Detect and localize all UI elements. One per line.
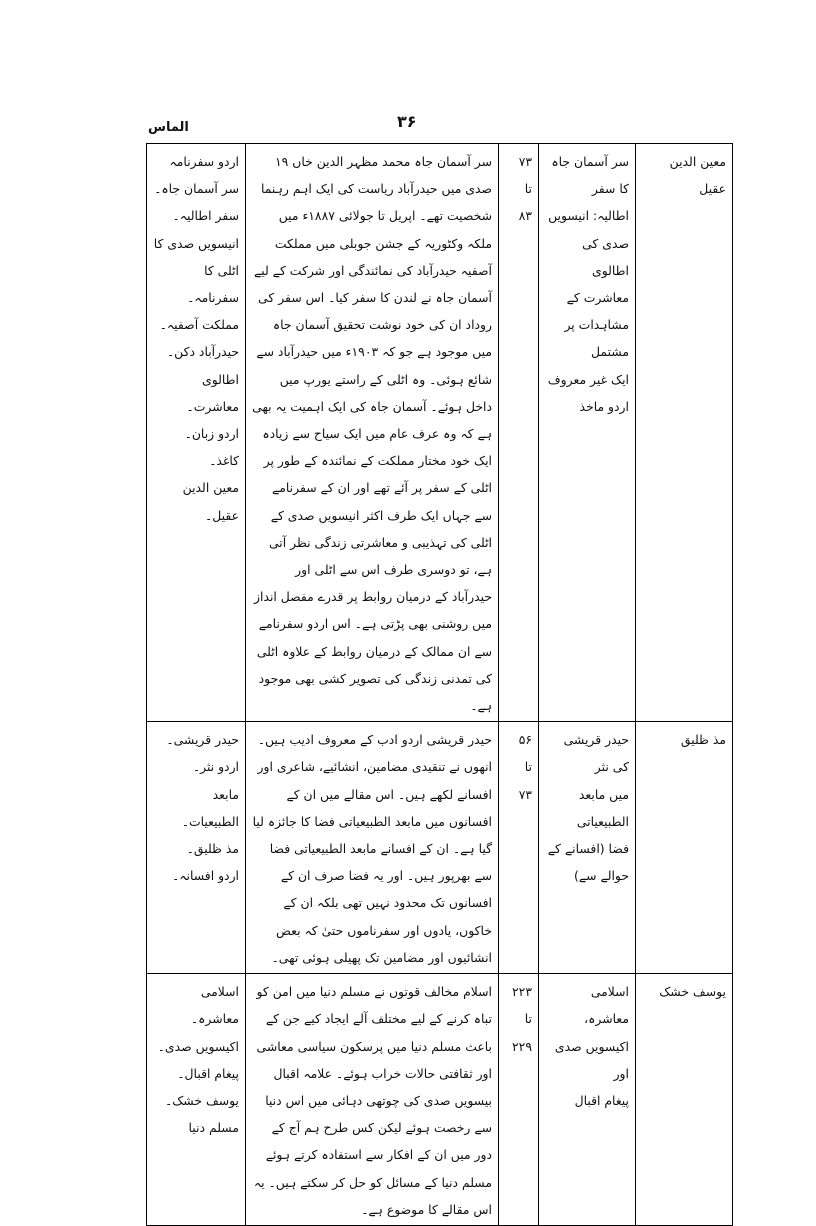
page-number: ۳۶: [397, 112, 417, 131]
title-line: اردو ماخذ: [579, 398, 629, 414]
keyword: اسلامی معاشرہ۔: [190, 984, 239, 1027]
keyword: یوسف خشک۔: [164, 1092, 239, 1108]
title-line: پیغام اقبال: [574, 1092, 629, 1108]
title-line: حوالے سے): [574, 868, 629, 884]
keyword: اردو زبان۔ کاغذ۔: [184, 426, 239, 469]
pages-cell: [499, 722, 539, 974]
keyword: اردو سفرنامہ: [169, 154, 239, 169]
keyword: اکیسویں صدی۔: [157, 1038, 239, 1054]
author-cell: معین الدین عقیل: [636, 144, 733, 722]
keywords-cell: [147, 974, 246, 1226]
keyword: سفر اطالیہ۔: [172, 208, 239, 224]
title-line: اطالیہ: انیسویں: [548, 208, 629, 224]
title-line: حیدر قریشی کی نثر: [563, 732, 629, 775]
author-cell: مذ ظلیق: [636, 722, 733, 974]
page-start: ۵۶: [518, 732, 532, 748]
title-line: صدی کی اطالوی: [582, 235, 629, 278]
keyword: مسلم دنیا: [188, 1120, 239, 1136]
keyword: اٹلی کا سفرنامہ۔: [187, 262, 239, 306]
title-line: اسلامی معاشرہ،: [584, 984, 629, 1027]
page-end: ۷۳: [518, 786, 532, 802]
title-line: معاشرت کے: [566, 290, 629, 306]
title-cell: [539, 722, 636, 974]
page-end: ۸۳: [518, 208, 532, 224]
keyword: عقیل۔: [204, 507, 239, 523]
page-to: تا: [524, 759, 532, 775]
keyword: اطالوی معاشرت۔: [186, 371, 239, 414]
summary-cell: سر آسمان جاہ محمد مظہر الدین خاں ۱۹ صدی میں حیدرآباد ریاست کی ایک اہم رہنما شخصیت تھے۔ اپریل تا جولائی ۱۸۸۷ء میں ملکہ وکٹوریہ کے جشن جوبلی میں مملکت آصفیہ حیدرآباد کی نمائندگی اور شرکت کے لیے آسمان جاہ نے لندن کا سفر کیا۔ اس سفر کی روداد ان کی خود نوشت تحقیق آسمان جاہ میں موجود ہے جو کہ ۱۹۰۳ء میں حیدرآباد سے شائع ہوئی۔ وہ اٹلی کے راستے یورپ میں داخل ہوئے۔ آسمان جاہ کی ایک اہمیت یہ بھی ہے کہ وہ عرف عام میں ایک سیاح سے زیادہ ایک خود مختار مملکت کے نمائندہ کے طور پر اٹلی کے سفر پر آئے تھے اور ان کے سفرنامے سے جہاں ایک طرف اکثر انیسویں صدی کے اٹلی کی تہذیبی و معاشرتی زندگی نظر آتی ہے، تو دوسری طرف اس سے اٹلی اور حیدرآباد کے درمیان روابط پر قدرے مفصل انداز میں روشنی بھی پڑتی ہے۔ اس اردو سفرنامے سے ان ممالک کے درمیان روابط کے علاوہ اٹلی کی تمدنی زندگی کی تصویر کشی بھی موجود ہے۔: [246, 144, 499, 722]
pages-cell: [499, 974, 539, 1226]
title-cell: [539, 974, 636, 1226]
title-line: سر آسمان جاہ کا سفر: [551, 154, 629, 197]
index-table: [146, 143, 733, 1226]
title-line: میں مابعد الطبیعیاتی: [576, 786, 629, 829]
pages-cell: [499, 144, 539, 722]
keyword: حیدرآباد دکن۔: [166, 344, 239, 360]
author-cell: یوسف خشک: [636, 974, 733, 1226]
page-to: تا: [524, 181, 532, 197]
keywords-cell: [147, 144, 246, 722]
keyword: مملکت آصفیہ۔: [159, 317, 239, 333]
keyword: انیسویں صدی کا: [153, 235, 239, 251]
keyword: اردو افسانہ۔: [171, 868, 239, 884]
summary-cell: حیدر قریشی اردو ادب کے معروف ادیب ہیں۔ انھوں نے تنقیدی مضامین، انشائیے، شاعری اور افسانے لکھے ہیں۔ اس مقالے میں ان کے افسانوں میں مابعد الطبیعیاتی فضا کا جائزہ لیا گیا ہے۔ ان کے افسانے مابعد الطبیعیاتی فضا سے بھرپور ہیں۔ اور یہ فضا صرف ان کے افسانوں تک محدود نہیں تھی بلکہ ان کے خاکوں، یادوں اور سفرناموں حتیٰ کہ بعض انشائیوں اور مضامین تک پھیلی ہوئی تھی۔: [246, 722, 499, 974]
journal-name: الماس: [148, 120, 189, 135]
keyword: اردو نثر۔: [192, 759, 239, 775]
keyword: مابعد الطبیعیات۔: [181, 786, 239, 829]
keyword: پیغام اقبال۔: [177, 1065, 239, 1081]
title-line: مشاہدات پر مشتمل: [564, 317, 629, 360]
keyword: معین الدین: [182, 480, 239, 496]
keyword: حیدر قریشی۔: [166, 732, 239, 748]
page-start: ۲۲۳: [512, 984, 532, 1000]
page-to: تا: [524, 1011, 532, 1027]
title-line: اکیسویں صدی اور: [554, 1038, 629, 1081]
page-end: ۲۲۹: [512, 1038, 532, 1054]
title-line: فضا (افسانے کے: [547, 841, 629, 857]
keyword: سر آسمان جاہ۔: [154, 181, 239, 197]
keywords-cell: [147, 722, 246, 974]
page-start: ۷۳: [518, 154, 532, 169]
title-line: ایک غیر معروف: [547, 371, 629, 387]
table-row: [147, 144, 733, 722]
table-row: [147, 722, 733, 974]
title-cell: [539, 144, 636, 722]
summary-cell: اسلام مخالف قوتوں نے مسلم دنیا میں امن کو تباہ کرنے کے لیے مختلف آلے ایجاد کیے جن کے باعث مسلم دنیا میں پرسکون سیاسی معاشی اور ثقافتی حالات خراب ہوئے۔ علامہ اقبال بیسویں صدی کی چوتھی دہائی میں اس دنیا سے رخصت ہوئے لیکن کس طرح ہم آج کے دور میں ان کے افکار سے استفادہ کرتے ہوئے مسلم دنیا کے مسائل کو حل کر سکتے ہیں۔ یہ اس مقالے کا موضوع ہے۔: [246, 974, 499, 1226]
table-row: [147, 974, 733, 1226]
keyword: مذ ظلیق۔: [186, 841, 239, 857]
